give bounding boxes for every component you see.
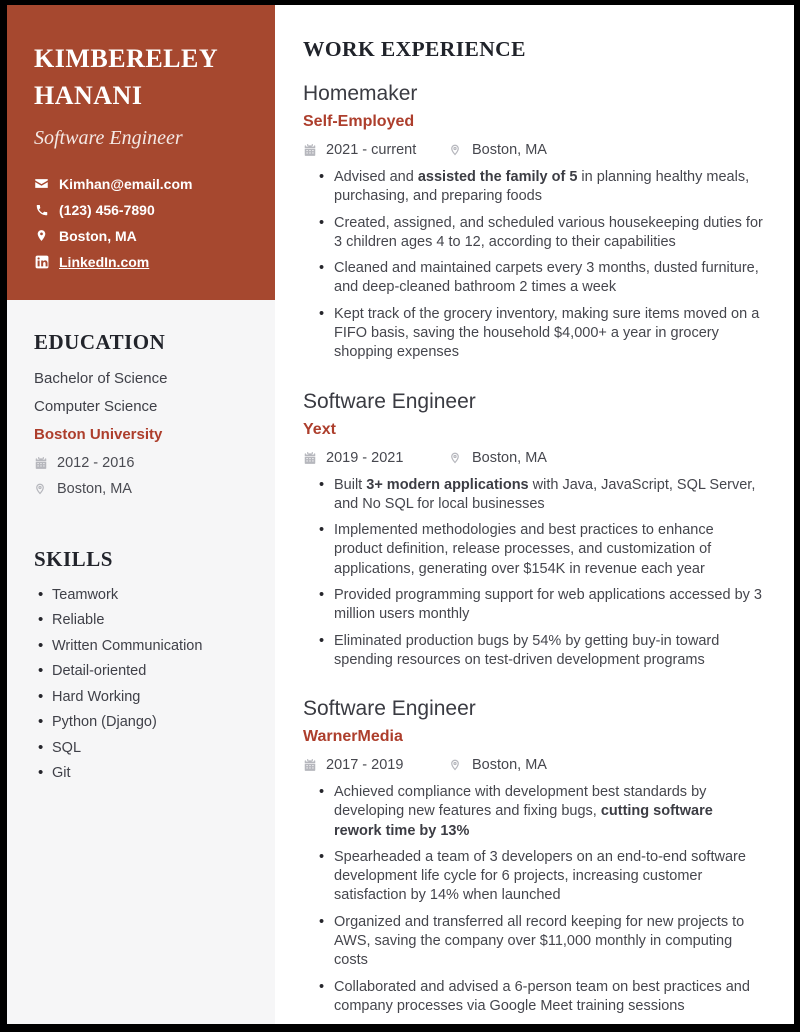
job-title: Homemaker [303,82,418,105]
job-location: Boston, MA [472,449,547,466]
job-dates-segment [303,757,449,773]
job-bullet: • Achieved compliance with development best standards by developing new features and fixing bugs, cutting software rework time by 13% [334,783,764,841]
job-bullet-list [303,168,764,363]
education-location: Boston, MA [57,480,132,497]
skills-list [34,587,255,782]
contact-linkedin[interactable] [34,254,255,270]
job-entry [303,390,764,671]
job-bullet: • Kept track of the grocery inventory, making sure items moved on a FIFO basis, saving the household $4,000+ a year in grocery shopping expenses [334,305,764,363]
education-section [7,300,275,497]
skill-item: • Detail-oriented [52,663,255,679]
job-location-segment [449,450,547,466]
phone-icon [34,202,49,217]
job-company: Self-Employed [303,113,415,130]
job-meta-row [303,142,764,158]
job-entry [303,697,764,1016]
education-heading: EDUCATION [34,329,166,354]
candidate-title: Software Engineer [34,126,183,149]
education-dates-row [34,455,255,471]
calendar-icon [303,143,317,157]
contact-phone [34,202,255,218]
job-entry [303,82,764,363]
job-dates-segment [303,142,449,158]
job-bullet: • Provided programming support for web applications accessed by 3 million users monthly [334,586,764,625]
education-location-row [34,481,255,497]
job-dates: 2017 - 2019 [326,757,404,774]
candidate-name [34,41,255,115]
job-dates: 2021 - current [326,142,417,158]
education-degree: Bachelor of Science [34,369,168,387]
job-company: WarnerMedia [303,728,403,746]
job-meta-row [303,450,764,466]
job-company: Yext [303,420,336,438]
job-title: Software Engineer [303,389,476,413]
contact-location-text: Boston, MA [59,227,137,244]
job-bullet: • Spearheaded a team of 3 developers on an end-to-end software development life cycle for 6 projects, increasing customer satisfaction by 14% when launched [334,848,764,906]
contact-email [34,176,255,192]
candidate-name-line2: HANANI [34,80,143,110]
skill-item: • Git [52,765,255,781]
education-field: Computer Science [34,397,158,415]
job-bullet: • Advised and assisted the family of 5 in planning healthy meals, purchasing, and preparing foods [334,168,764,207]
skill-item: • Teamwork [52,587,255,603]
skill-item: • Python (Django) [52,714,255,730]
job-title: Software Engineer [303,697,476,721]
job-bullet: • Cleaned and maintained carpets every 3 months, dusted furniture, and deep-cleaned bathroom 2 times a week [334,259,764,298]
calendar-icon [34,456,48,470]
contact-list [34,176,255,270]
skill-item: • Reliable [52,612,255,628]
calendar-icon [303,451,317,465]
contact-phone-text: (123) 456-7890 [59,201,155,218]
job-bullet: • Collaborated and advised a 6-person team on best practices and company processes via Google Meet training sessions [334,978,764,1017]
job-bullet-list [303,476,764,671]
skills-heading: SKILLS [34,546,113,571]
job-bullet: • Eliminated production bugs by 54% by getting buy-in toward spending resources on test-driven development programs [334,632,764,671]
job-dates: 2019 - 2021 [326,449,404,466]
resume-page [7,5,794,1024]
location-pin-icon [449,758,463,772]
sidebar [7,5,275,1024]
linkedin-icon [34,254,49,269]
job-bullet: • Created, assigned, and scheduled various housekeeping duties for 3 children ages 4 to 12, according to their capabilities [334,214,764,253]
contact-linkedin-text[interactable]: LinkedIn.com [59,253,150,270]
job-location-segment [449,757,547,773]
skill-item: • Hard Working [52,689,255,705]
location-pin-icon [449,143,463,157]
education-school: Boston University [34,425,163,443]
contact-location [34,228,255,244]
job-bullet-list [303,783,764,1016]
job-bullet: • Implemented methodologies and best practices to enhance product definition, release processes, and customization of applications, generating over $154K in revenue each year [334,521,764,579]
education-dates: 2012 - 2016 [57,454,135,471]
skills-section [7,507,275,782]
job-bullet: • Organized and transferred all record keeping for new projects to AWS, saving the company over $11,000 monthly in computing costs [334,913,764,971]
contact-email-text: Kimhan@email.com [59,175,193,192]
location-pin-icon [449,451,463,465]
candidate-name-line1: KIMBERELEY [34,44,219,73]
skill-item: • SQL [52,740,255,756]
job-location-segment [449,142,547,158]
skill-item: • Written Communication [52,638,255,654]
job-meta-row [303,757,764,773]
job-location: Boston, MA [472,757,547,774]
calendar-icon [303,758,317,772]
sidebar-header [7,5,275,300]
job-location: Boston, MA [472,142,547,158]
work-experience-heading: WORK EXPERIENCE [303,37,526,61]
location-pin-icon [34,482,48,496]
job-dates-segment [303,450,449,466]
job-bullet: • Built 3+ modern applications with Java, JavaScript, SQL Server, and No SQL for local businesses [334,476,764,515]
envelope-icon [34,176,49,191]
location-pin-icon [34,228,49,243]
work-experience-section [275,5,794,1024]
